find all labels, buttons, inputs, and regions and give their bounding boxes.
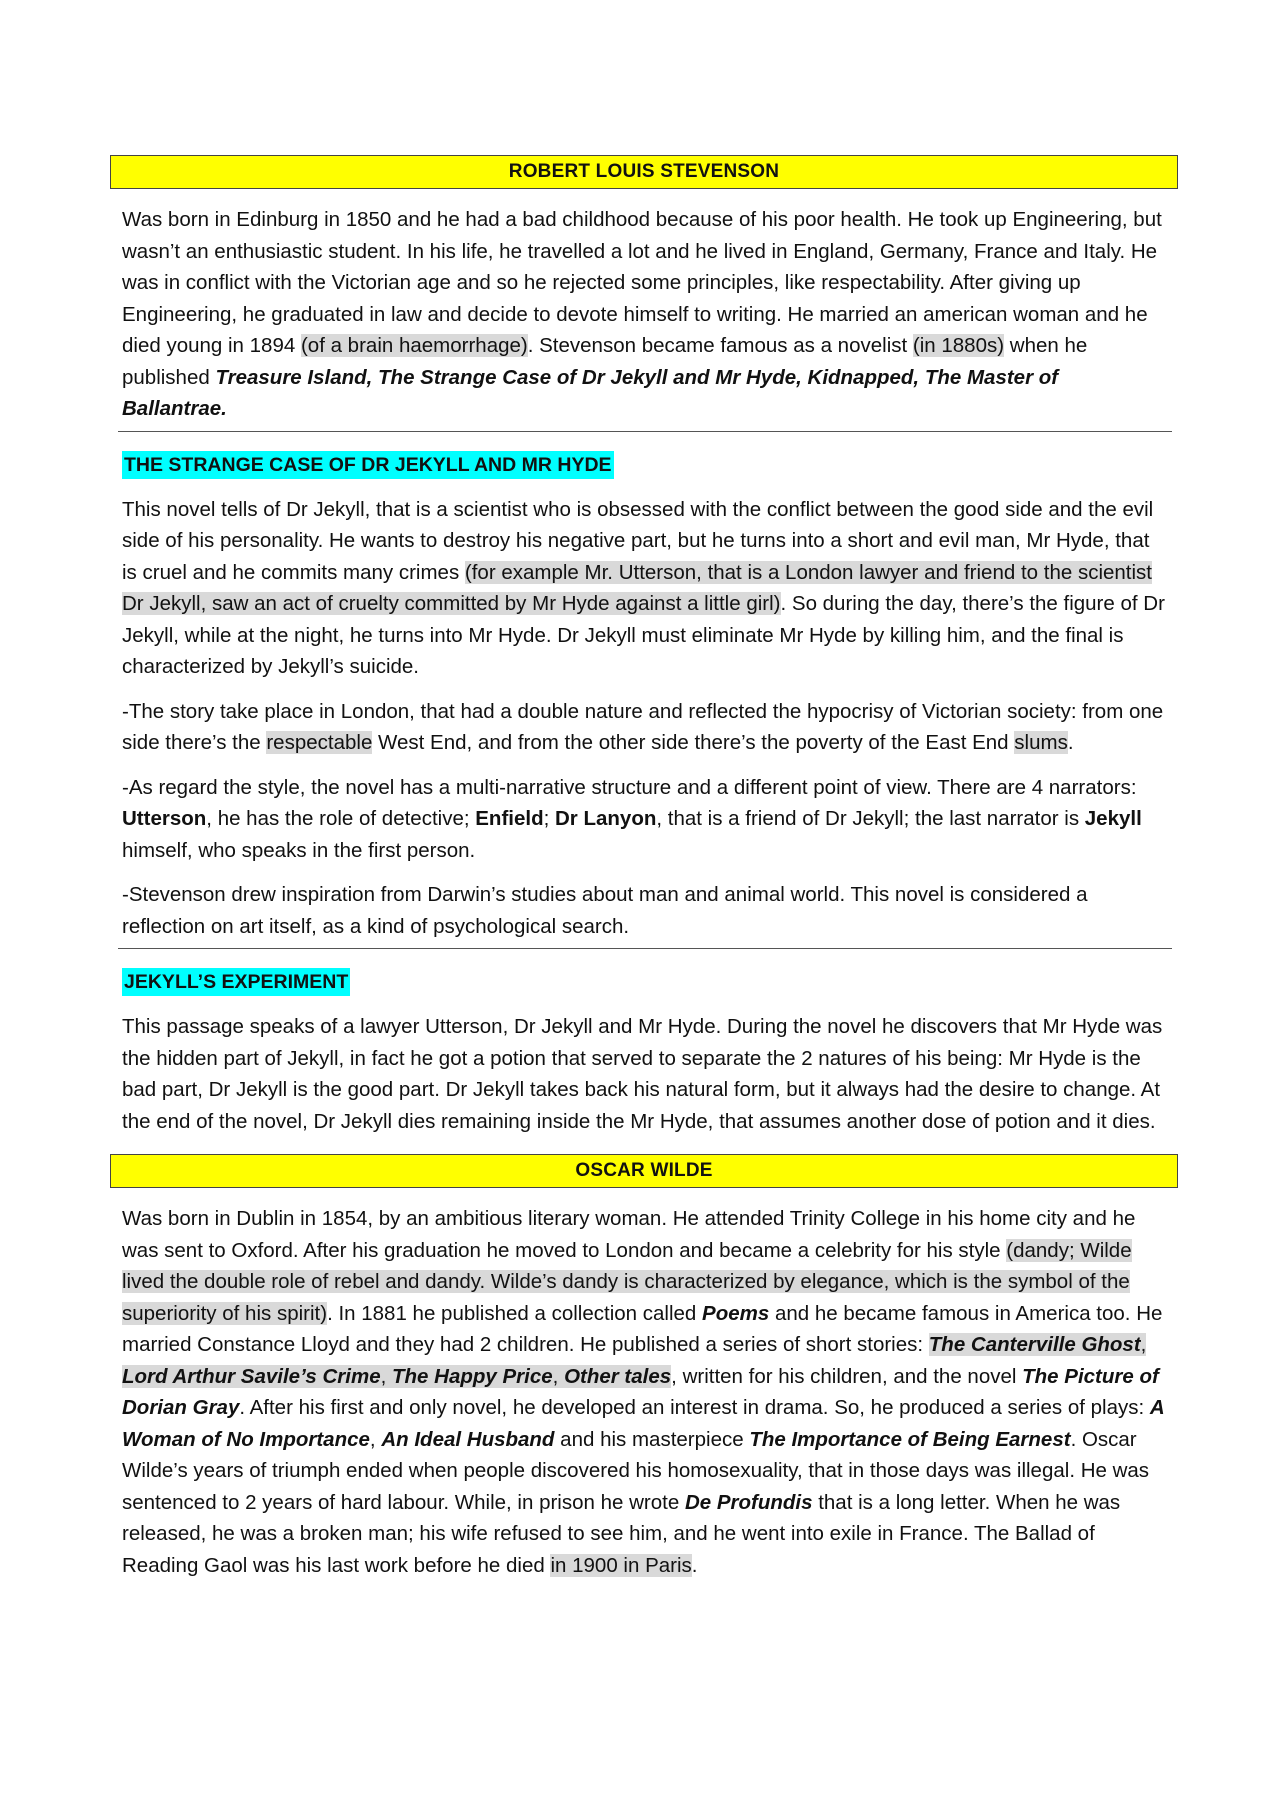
- stevenson-title: ROBERT LOUIS STEVENSON: [508, 161, 780, 182]
- stevenson-bio: Was born in Edinburg in 1850 and he had a bad childhood because of his poor health. He took up Engineering, but wasn’t an enthusiastic student. In his life, he travelled a lot and he lived in England, Germany, France and Italy. He was in conflict with the Victorian age and so he rejected some principles, like respectability. After giving up Engineering, he graduated in law and decide to devote himself to writing. He married an american woman and he died young in 1894 (of a brain haemorrhage). Stevenson became famous as a novelist (in 1880s) when he published Treasure Island, The Strange Case of Dr Jekyll and Mr Hyde, Kidnapped, The Master of Ballantrae.: [122, 208, 1162, 420]
- divider: [118, 948, 1172, 949]
- stevenson-title-box: [110, 155, 1178, 189]
- highlight: (dandy; Wilde lived the double role of rebel and dandy. Wilde’s dandy is characterized by elegance, which is the symbol of the superiority of his spirit): [122, 1238, 1132, 1325]
- wilde-title: OSCAR WILDE: [575, 1160, 713, 1181]
- highlight: respectable: [266, 731, 373, 754]
- jekyll-style: -As regard the style, the novel has a multi-narrative structure and a different point of view. There are 4 narrators: Utterson, he has the role of detective; Enfield; Dr Lanyon, that is a friend of Dr Jekyll; the last narrator is Jekyll himself, who speaks in the first person.: [122, 775, 1142, 862]
- wilde-title-box: [110, 1154, 1178, 1188]
- experiment-text: This passage speaks of a lawyer Utterson, Dr Jekyll and Mr Hyde. During the novel he discovers that Mr Hyde was the hidden part of Jekyll, in fact he got a potion that served to separate the 2 natures of his being: Mr Hyde is the bad part, Dr Jekyll is the good part. Dr Jekyll takes back his natural form, but it always had the desire to change. At the end of the novel, Dr Jekyll dies remaining inside the Mr Hyde, that assumes another dose of potion and it dies.: [122, 1015, 1163, 1133]
- jekyll-heading-row: [110, 451, 1180, 479]
- jekyll-hyde-heading: THE STRANGE CASE OF DR JEKYLL AND MR HYDE: [122, 451, 614, 479]
- highlight: in 1900 in Paris: [550, 1553, 692, 1577]
- jekyll-summary: This novel tells of Dr Jekyll, that is a scientist who is obsessed with the conflict between the good side and the evil side of his personality. He wants to destroy his negative part, but he turns into a short and evil man, Mr Hyde, that is cruel and he commits many crimes (for example Mr. Utterson, that is a London lawyer and friend to the scientist Dr Jekyll, saw an act of cruelty committed by Mr Hyde against a little girl). So during the day, there’s the figure of Dr Jekyll, while at the night, he turns into Mr Hyde. Dr Jekyll must eliminate Mr Hyde by killing him, and the final is characterized by Jekyll’s suicide.: [122, 497, 1165, 678]
- highlight: slums: [1014, 731, 1068, 754]
- jekyll-inspiration: -Stevenson drew inspiration from Darwin’s studies about man and animal world. This novel is considered a reflection on art itself, as a kind of psychological search.: [122, 883, 1088, 938]
- jekyll-setting: -The story take place in London, that had a double nature and reflected the hypocrisy of Victorian society: from one side there’s the respectable West End, and from the other side there’s the poverty of the East End slums.: [122, 699, 1164, 754]
- highlight: (of a brain haemorrhage): [300, 334, 528, 357]
- document-content: [110, 155, 1180, 1581]
- divider: [118, 431, 1172, 432]
- highlight: (in 1880s): [912, 334, 1005, 357]
- wilde-bio: Was born in Dublin in 1854, by an ambitious literary woman. He attended Trinity College in his home city and he was sent to Oxford. After his graduation he moved to London and became a celebrity for his style (dandy; Wilde lived the double role of rebel and dandy. Wilde’s dandy is characterized by elegance, which is the symbol of the superiority of his spirit). In 1881 he published a collection called Poems and he became famous in America too. He married Constance Lloyd and they had 2 children. He published a series of short stories: The Canterville Ghost, Lord Arthur Savile’s Crime, The Happy Price, Other tales, written for his children, and the novel The Picture of Dorian Gray. After his first and only novel, he developed an interest in drama. So, he produced a series of plays: A Woman of No Importance, An Ideal Husband and his masterpiece The Importance of Being Earnest. Oscar Wilde’s years of triumph ended when people discovered his homosexuality, that in those days was illegal. He was sentenced to 2 years of hard labour. While, in prison he wrote De Profundis that is a long letter. When he was released, he was a broken man; his wife refused to see him, and he went into exile in France. The Ballad of Reading Gaol was his last work before he died in 1900 in Paris.: [122, 1207, 1164, 1577]
- highlight: (for example Mr. Utterson, that is a London lawyer and friend to the scientist Dr Jekyll, saw an act of cruelty committed by Mr Hyde against a little girl): [122, 560, 1152, 615]
- stevenson-works: Treasure Island, The Strange Case of Dr Jekyll and Mr Hyde, Kidnapped, The Master of Ballantrae.: [122, 365, 1059, 420]
- experiment-heading: JEKYLL’S EXPERIMENT: [122, 968, 350, 996]
- experiment-heading-row: [110, 968, 1180, 996]
